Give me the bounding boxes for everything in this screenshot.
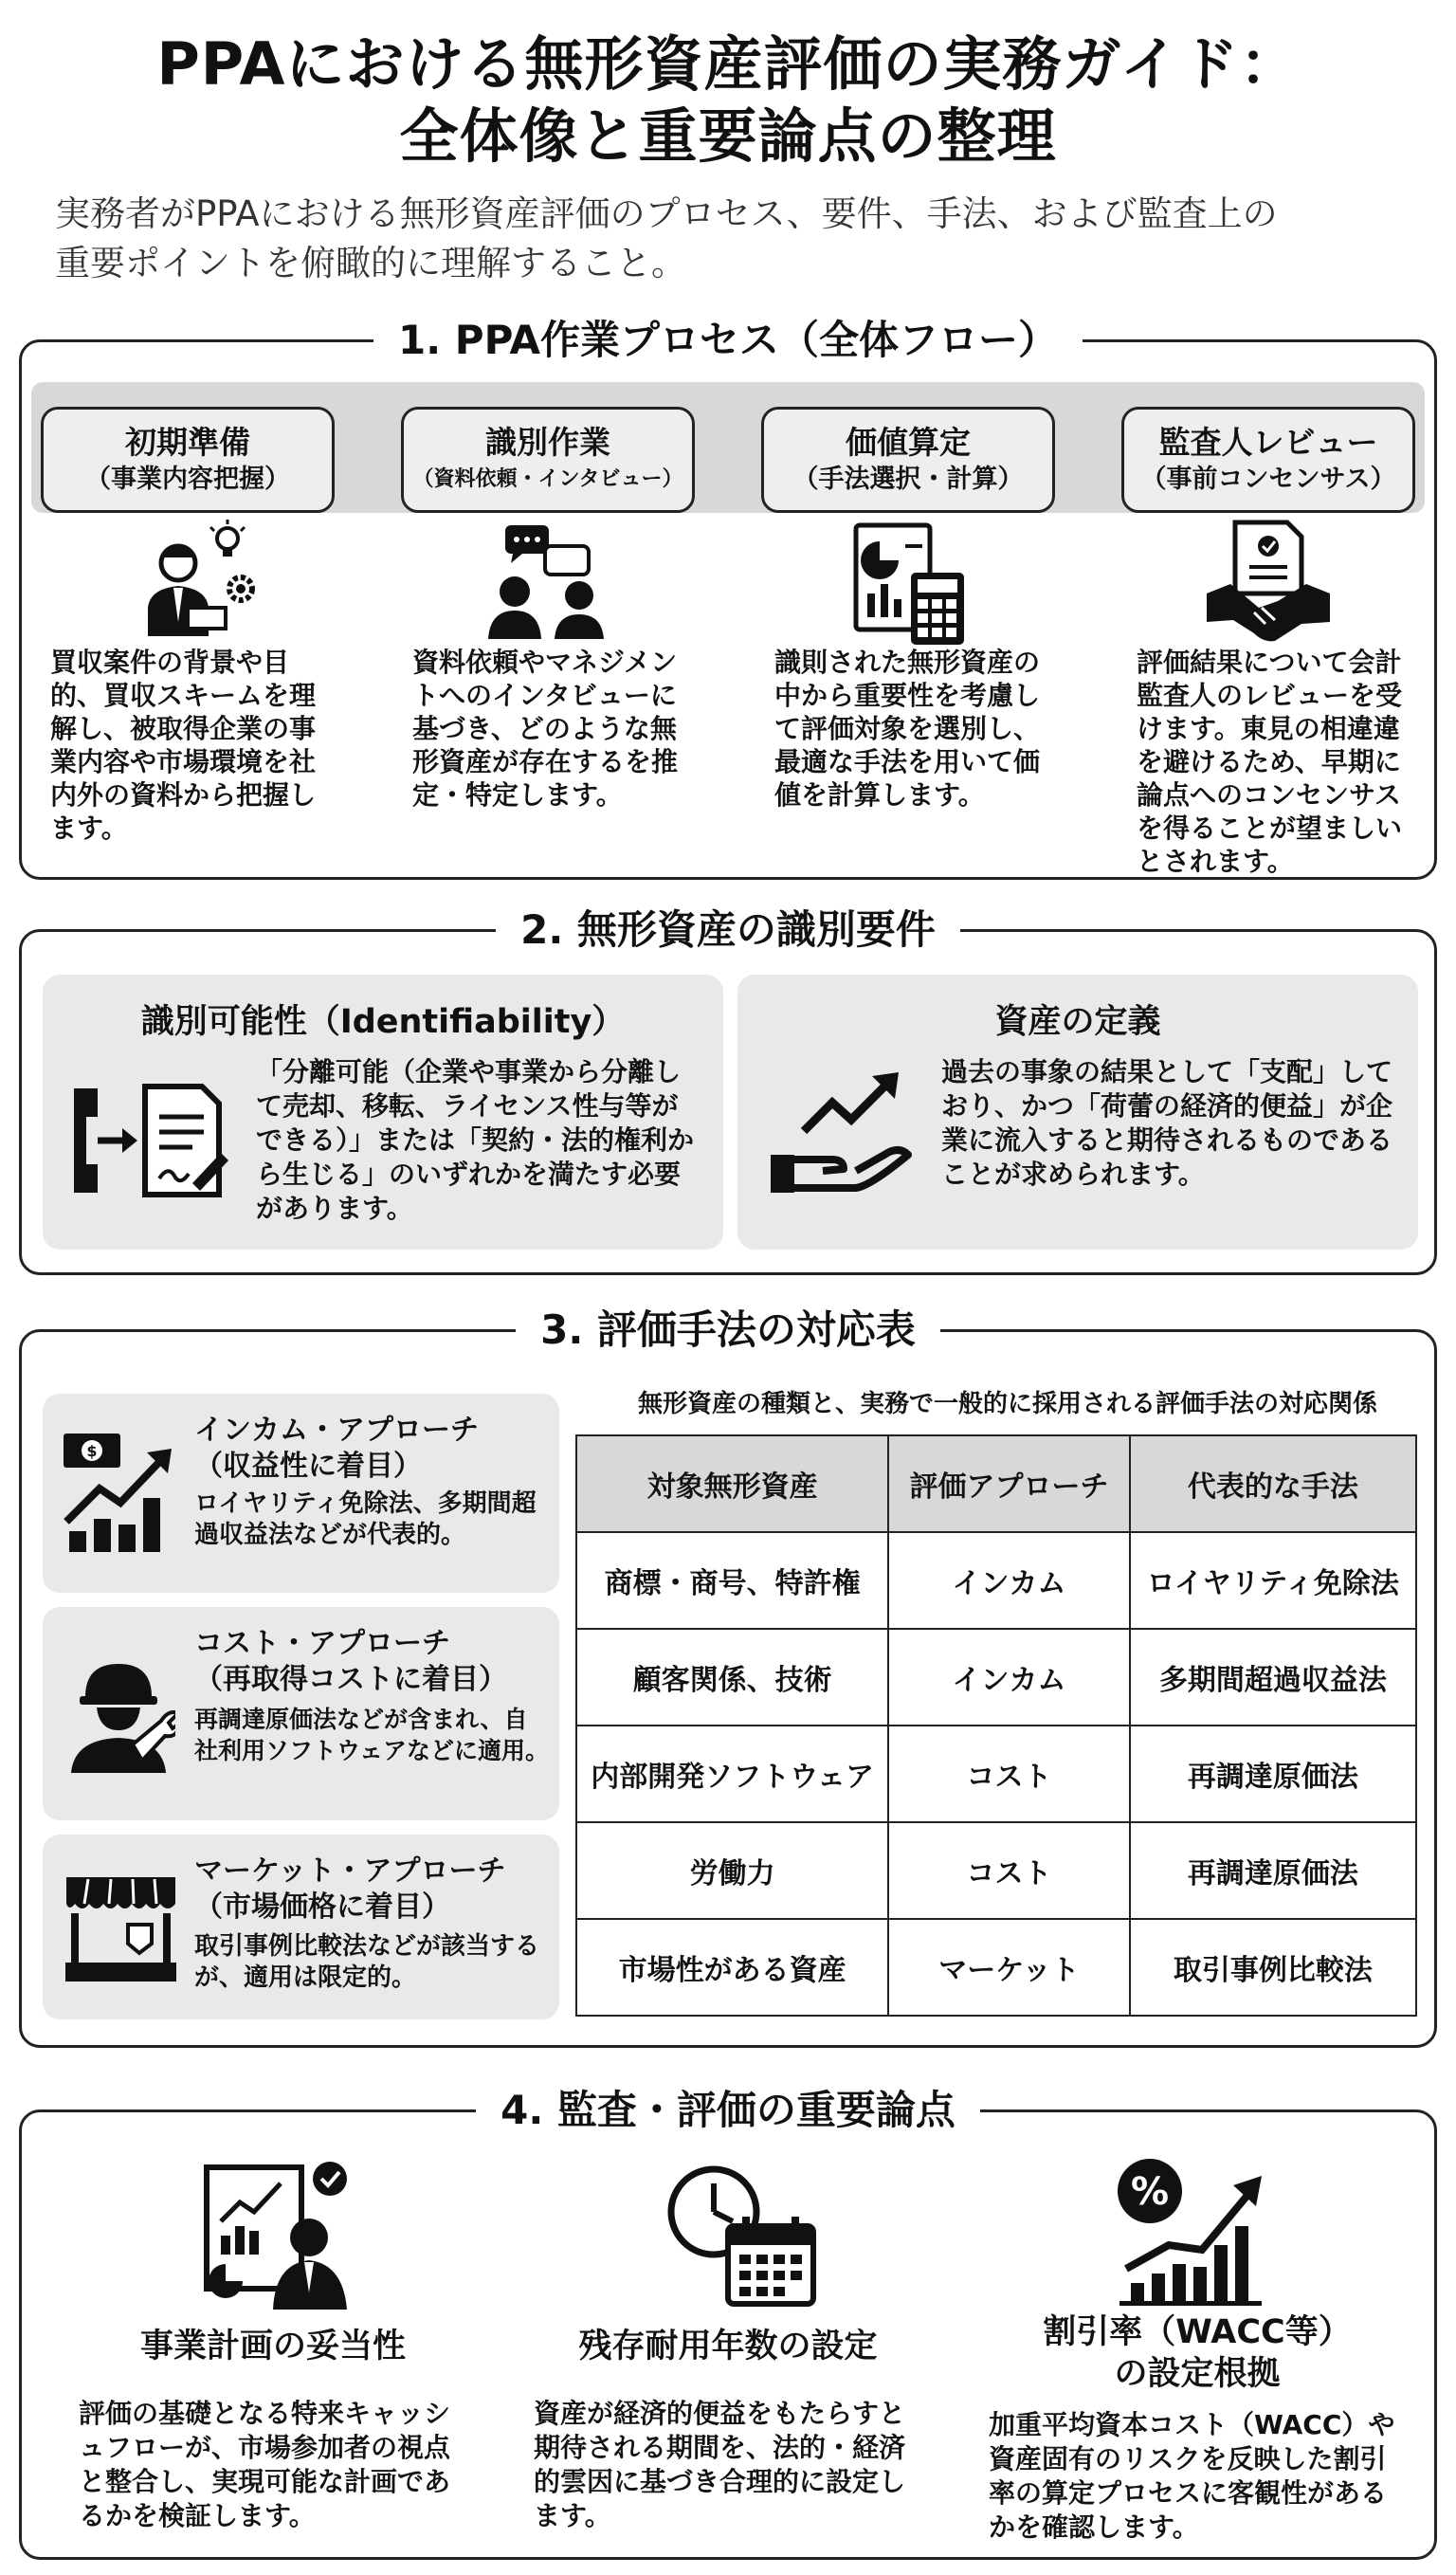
point-title-line-1: 割引率（WACC等） xyxy=(1043,2313,1352,2351)
step-desc-identification: 資料依頼やマネジメントへのインタビューに基づき、どのような無形資産が存在するを推定・特定します。 xyxy=(412,647,679,811)
approach-name xyxy=(194,1413,555,1485)
step-box-auditor-review xyxy=(1121,407,1415,513)
table-cell: 再調達原価法 xyxy=(1130,1726,1416,1822)
point-text-business-plan: 評価の基礎となる特来キャッシュフローが、市場参加者の視点と整合し、実現可能な計画であるかを検証します。 xyxy=(79,2398,451,2531)
approach-name-line-2: （再取得コストに着目） xyxy=(194,1663,507,1696)
consultant-lightbulb-gear-icon xyxy=(121,518,264,650)
step-box-identification xyxy=(401,407,695,513)
point-text-useful-life: 資産が経済的便益をもたらすと期待される期間を、法的・経済的雲因に基づき合理的に設定します。 xyxy=(534,2398,906,2531)
interview-people-chat-icon xyxy=(477,518,619,650)
table-cell: 再調達原価法 xyxy=(1130,1822,1416,1919)
title-line-2: 全体像と重要論点の整理 xyxy=(399,101,1057,171)
page-subtitle xyxy=(55,190,1401,288)
table-cell: 顧客関係、技術 xyxy=(576,1629,888,1726)
step-name: 識別作業 xyxy=(485,424,610,461)
approach-name-line-1: コスト・アプローチ xyxy=(194,1627,450,1660)
table-header: 対象無形資産 xyxy=(576,1435,888,1532)
section-title-key-points: 4. 監査・評価の重要論点 xyxy=(476,2084,980,2137)
approach-desc: ロイヤリティ免除法、多期間超過収益法などが代表的。 xyxy=(194,1489,537,1549)
identification-section xyxy=(19,906,1437,1275)
approach-card-income xyxy=(43,1394,559,1593)
title-line-1: PPAにおける無形資産評価の実務ガイド： xyxy=(156,29,1300,99)
step-sub: （事業内容把握） xyxy=(85,465,290,494)
step-sub: （事前コンセンサス） xyxy=(1140,465,1396,494)
separate-contract-icon xyxy=(69,1079,230,1202)
step-box-preparation xyxy=(41,407,335,513)
report-calculator-icon xyxy=(837,518,979,650)
card-title: 識別可能性（Identifiability） xyxy=(140,1003,626,1041)
section-title-identification: 2. 無形資産の識別要件 xyxy=(496,904,960,957)
subtitle-line-1: 実務者がPPAにおける無形資産評価のプロセス、要件、手法、および監査上の xyxy=(55,193,1278,234)
point-title-line-1: 残存耐用年数の設定 xyxy=(578,2328,878,2365)
approach-name xyxy=(194,1626,555,1698)
step-desc-auditor-review: 評価結果について会計監査人のレビューを受けます。東見の相違違を避けるため、早期に論点へのコンセンサスを得ることが望ましいとされます。 xyxy=(1137,647,1403,877)
table-cell: ロイヤリティ免除法 xyxy=(1130,1532,1416,1629)
table-cell: インカム xyxy=(888,1532,1129,1629)
card-identifiability xyxy=(43,975,723,1250)
process-section xyxy=(19,317,1437,880)
point-title-line-1: 事業計画の妥当性 xyxy=(139,2328,406,2365)
table-cell: 内部開発ソフトウェア xyxy=(576,1726,888,1822)
market-stall-icon xyxy=(62,1868,180,1986)
step-box-valuation xyxy=(761,407,1055,513)
svg-text:%: % xyxy=(1130,2170,1170,2214)
step-sub: （資料依頼・インタビュー） xyxy=(412,467,683,491)
approach-card-cost xyxy=(43,1607,559,1820)
percent-growth-icon xyxy=(1112,2155,1273,2307)
business-plan-check-icon xyxy=(197,2160,358,2311)
table-header: 評価アプローチ xyxy=(888,1435,1129,1532)
method-mapping-table xyxy=(575,1434,1417,2017)
step-desc-valuation: 識則された無形資産の中から重要性を考慮して評価対象を選別し、最適な手法を用いて価値を計算します。 xyxy=(774,647,1041,811)
document-handshake-icon xyxy=(1197,518,1339,650)
step-name: 価値算定 xyxy=(846,424,971,461)
point-title-business-plan xyxy=(60,2326,486,2367)
svg-text:$: $ xyxy=(86,1442,98,1460)
step-name: 初期準備 xyxy=(125,424,250,461)
table-header: 代表的な手法 xyxy=(1130,1435,1416,1532)
approach-name-line-2: （市場価格に着目） xyxy=(194,1890,450,1924)
table-cell: コスト xyxy=(888,1726,1129,1822)
table-row xyxy=(576,1532,1416,1629)
table-row xyxy=(576,1919,1416,2016)
approach-name-line-2: （収益性に着目） xyxy=(194,1450,422,1483)
page-title xyxy=(0,28,1456,173)
approach-name xyxy=(194,1854,555,1926)
approach-desc: 再調達原価法などが含まれ、自社利用ソフトウェアなどに適用。 xyxy=(194,1706,550,1764)
clock-calendar-icon xyxy=(662,2160,823,2311)
approach-card-market xyxy=(43,1835,559,2019)
approach-desc: 取引事例比較法などが該当するが、適用は限定的。 xyxy=(194,1932,540,1992)
point-title-discount-rate xyxy=(970,2311,1425,2395)
table-row xyxy=(576,1726,1416,1822)
hand-growth-arrow-icon xyxy=(766,1065,918,1197)
key-points-section xyxy=(19,2087,1437,2560)
card-title: 資産の定義 xyxy=(994,1003,1161,1041)
methods-section xyxy=(19,1306,1437,2048)
approach-name-line-1: マーケット・アプローチ xyxy=(194,1854,506,1888)
table-header-row xyxy=(576,1435,1416,1532)
point-title-line-2: の設定根拠 xyxy=(1114,2355,1281,2393)
card-text: 過去の事象の結果として「支配」しており、かつ「荷蕾の経済的便益」が企業に流入すると期待されるものであることが求められます。 xyxy=(941,1056,1393,1190)
table-cell: 多期間超過収益法 xyxy=(1130,1629,1416,1726)
table-cell: 市場性がある資産 xyxy=(576,1919,888,2016)
money-growth-chart-icon xyxy=(62,1432,175,1555)
table-caption: 無形資産の種類と、実務で一般的に採用される評価手法の対応関係 xyxy=(637,1390,1377,1418)
section-title-process: 1. PPA作業プロセス（全体フロー） xyxy=(373,314,1083,367)
point-text-discount-rate: 加重平均資本コスト（WACC）や資産固有のリスクを反映した割引率の算定プロセスに客観性があるかを確認します。 xyxy=(989,2409,1395,2543)
table-row xyxy=(576,1629,1416,1726)
card-text: 「分離可能（企業や事業から分離して売却、移転、ライセンス性与等ができる）」または「契約・法的権利から生じる」のいずれかを満たす必要があります。 xyxy=(256,1056,695,1224)
card-asset-definition xyxy=(737,975,1418,1250)
table-cell: マーケット xyxy=(888,1919,1129,2016)
table-cell: 取引事例比較法 xyxy=(1130,1919,1416,2016)
table-cell: コスト xyxy=(888,1822,1129,1919)
table-cell: 労働力 xyxy=(576,1822,888,1919)
worker-wrench-icon xyxy=(66,1654,175,1778)
section-title-methods: 3. 評価手法の対応表 xyxy=(516,1304,940,1357)
subtitle-line-2: 重要ポイントを俯瞰的に理解すること。 xyxy=(55,243,686,283)
step-desc-preparation: 買収案件の背景や目的、買収スキームを理解し、被取得企業の事業内容や市場環境を社内外の資料から把握します。 xyxy=(50,647,317,844)
approach-name-line-1: インカム・アプローチ xyxy=(194,1414,479,1447)
table-cell: 商標・商号、特許権 xyxy=(576,1532,888,1629)
table-cell: インカム xyxy=(888,1629,1129,1726)
step-name: 監査人レビュー xyxy=(1158,424,1378,461)
step-sub: （手法選択・計算） xyxy=(792,465,1024,494)
point-title-useful-life xyxy=(515,2326,941,2367)
table-row xyxy=(576,1822,1416,1919)
